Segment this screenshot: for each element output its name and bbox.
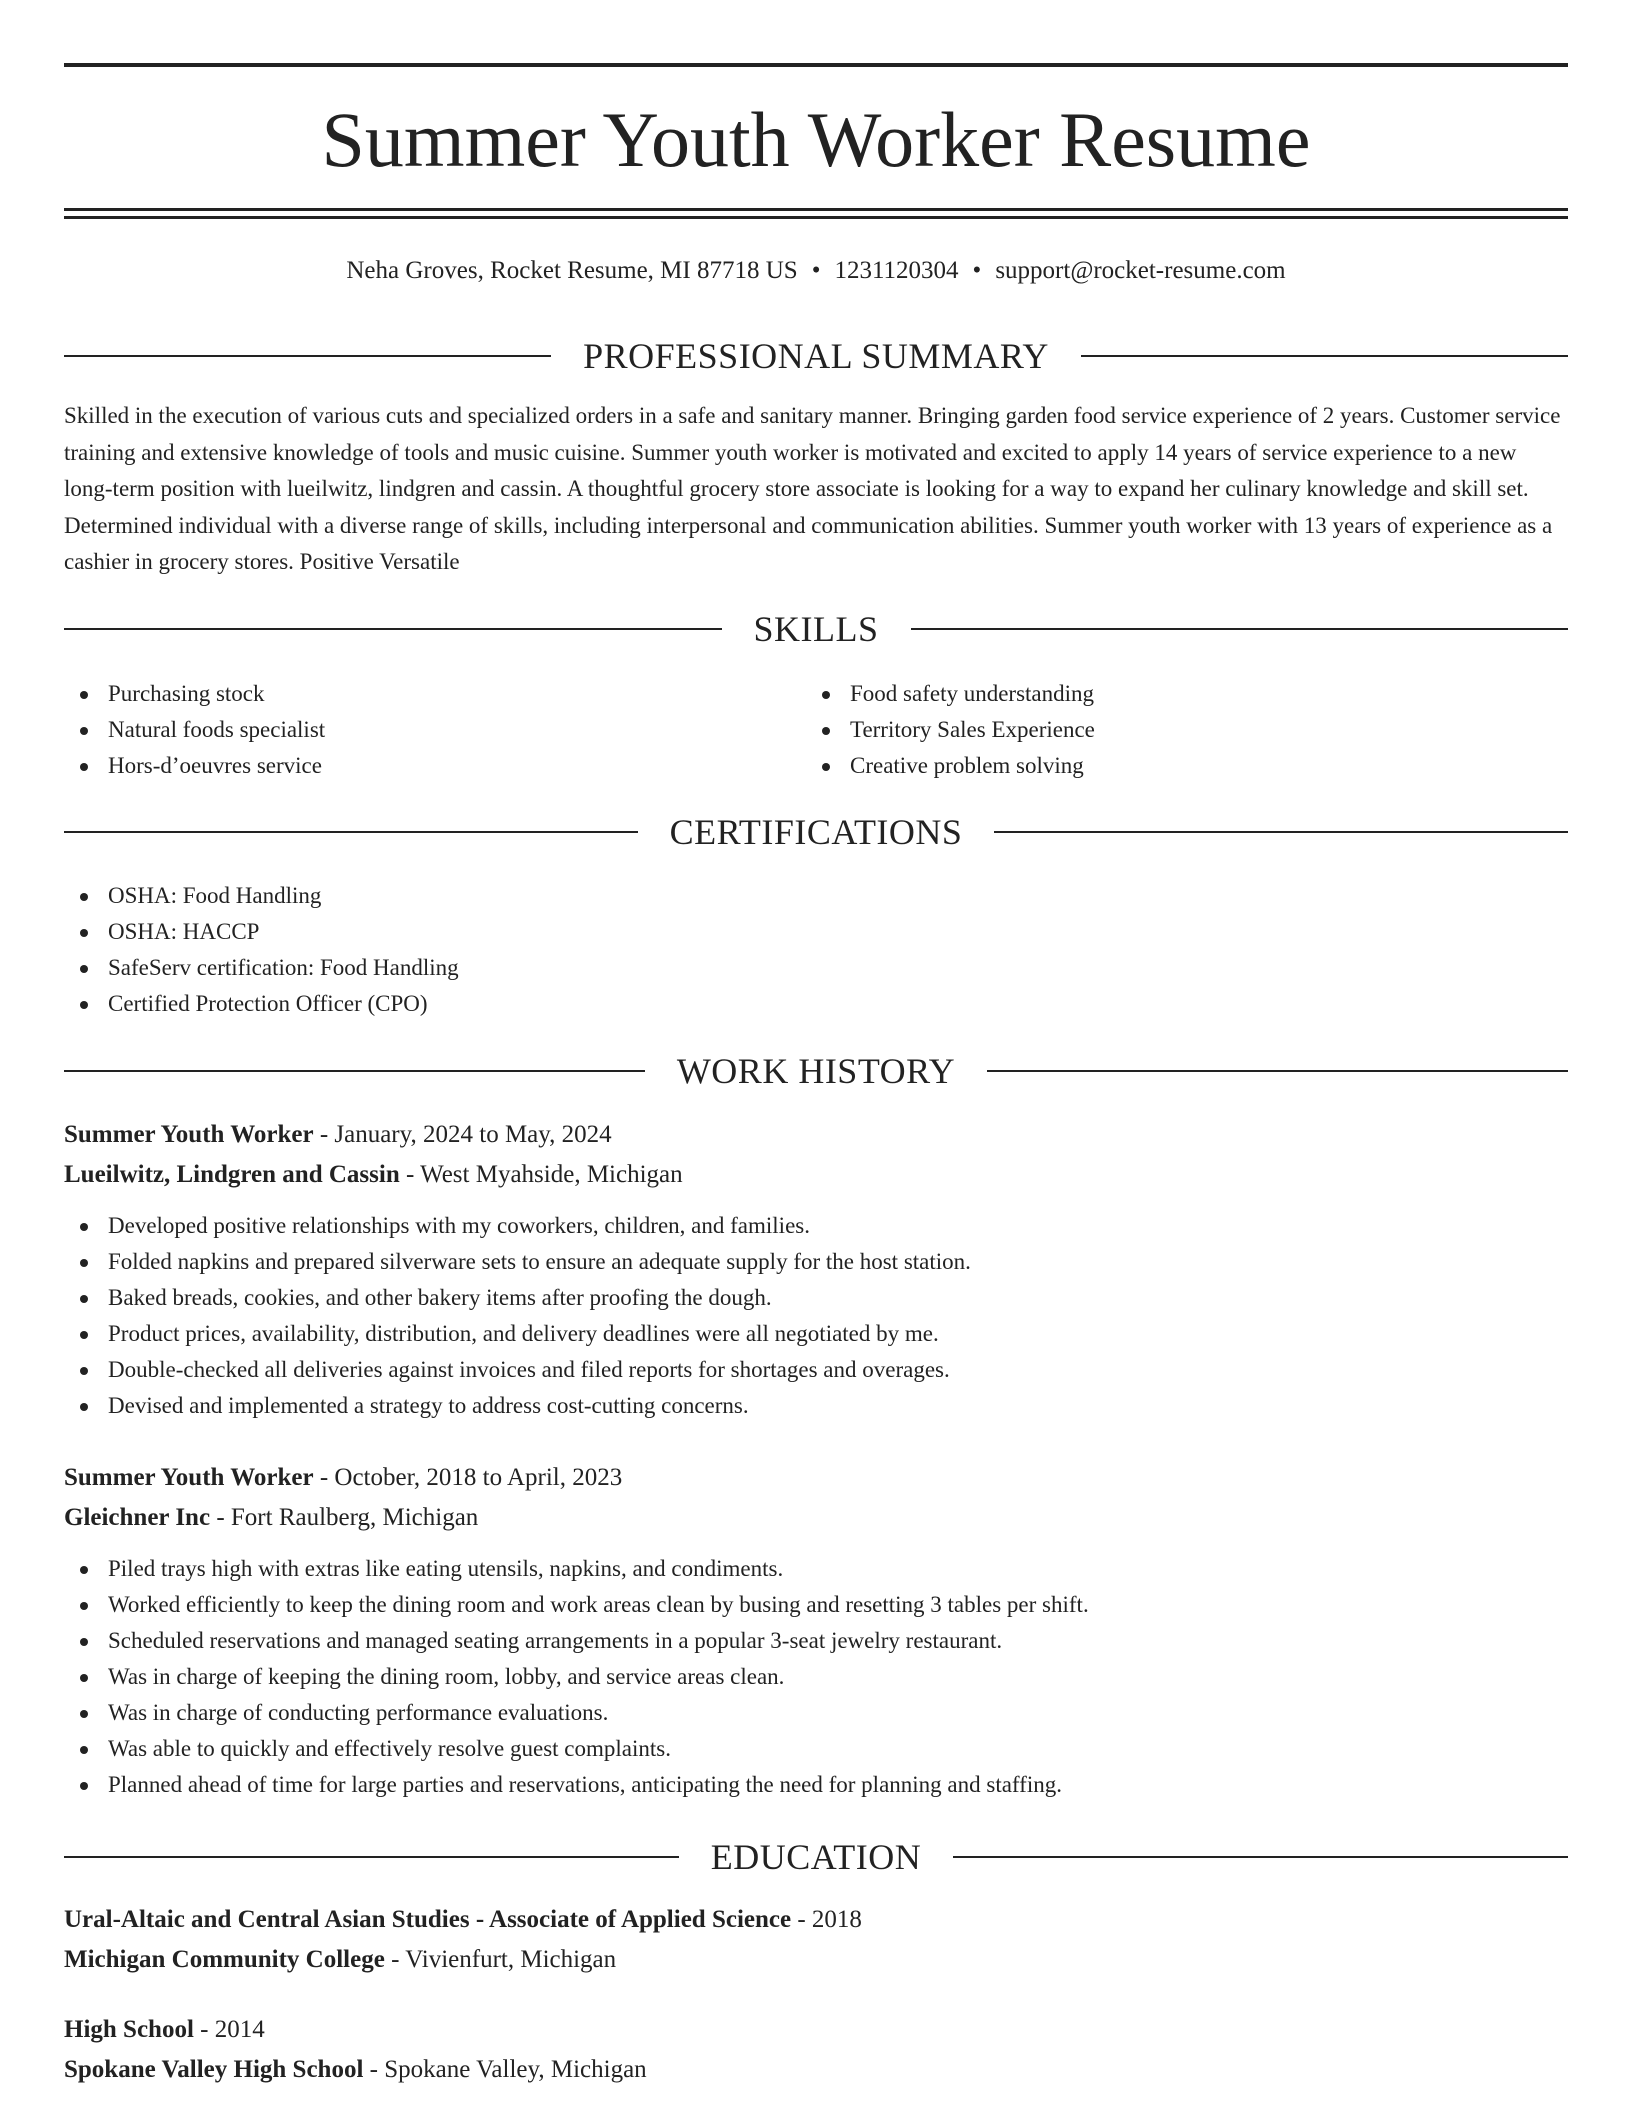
education-degree-line: [64, 2010, 1568, 2050]
section-title: EDUCATION: [710, 1837, 922, 1877]
job-bullet: Planned ahead of time for large parties and reservations, anticipating the need for planning and staffing.: [64, 1767, 1568, 1803]
job-bullet: Devised and implemented a strategy to address cost-cutting concerns.: [64, 1388, 1568, 1424]
section-header-education: [64, 1835, 1568, 1879]
job-title-line: [64, 1115, 1568, 1155]
contact-address: Neha Groves, Rocket Resume, MI 87718 US: [346, 257, 798, 284]
skill-item: Purchasing stock: [64, 676, 764, 712]
education-year: - 2014: [193, 2016, 265, 2043]
job-bullet: Folded napkins and prepared silverware sets to ensure an adequate supply for the host station.: [64, 1244, 1568, 1280]
education-school: Michigan Community College: [64, 1946, 385, 1973]
skill-item: Food safety understanding: [806, 676, 1506, 712]
contact-email: support@rocket-resume.com: [995, 257, 1286, 284]
job-company: Gleichner Inc: [64, 1504, 211, 1531]
skills-list-left: [64, 676, 764, 784]
job-dates: - January, 2024 to May, 2024: [313, 1121, 612, 1148]
section-header-skills: [64, 607, 1568, 651]
contact-line: [64, 253, 1568, 289]
contact-phone: 1231120304: [834, 257, 959, 284]
resume-title: Summer Youth Worker Resume: [321, 96, 1311, 183]
contact-separator: •: [811, 257, 821, 284]
job-bullet: Developed positive relationships with my coworkers, children, and families.: [64, 1208, 1568, 1244]
job-bullet: Was in charge of conducting performance evaluations.: [64, 1695, 1568, 1731]
job-company-line: [64, 1155, 1568, 1195]
education-entry: [64, 2010, 1568, 2090]
job-dates: - October, 2018 to April, 2023: [313, 1464, 623, 1491]
section-rule: [953, 1856, 1568, 1858]
job-company: Lueilwitz, Lindgren and Cassin: [64, 1161, 400, 1188]
section-rule: [994, 831, 1568, 833]
section-rule: [1081, 355, 1568, 357]
section-rule: [64, 355, 551, 357]
job-bullet: Double-checked all deliveries against invoices and filed reports for shortages and overages.: [64, 1352, 1568, 1388]
education-school-line: [64, 1940, 1568, 1980]
job-bullets: [64, 1208, 1568, 1424]
job-bullet: Product prices, availability, distribution, and delivery deadlines were all negotiated by me.: [64, 1316, 1568, 1352]
section-rule: [64, 1856, 679, 1858]
education-school-line: [64, 2050, 1568, 2090]
education-year: - 2018: [791, 1906, 862, 1933]
professional-summary: Skilled in the execution of various cuts and specialized orders in a safe and sanitary manner. Bringing garden food service experience of 2 years. Customer service training and extensive knowledge of tools and music cuisine. Summer youth worker is motivated and excited to apply 14 years of service experience to a new long-term position with lueilwitz, lindgren and cassin. A thoughtful grocery store associate is looking for a way to expand her culinary knowledge and skill set. Determined individual with a diverse range of skills, including interpersonal and communication abilities. Summer youth worker with 13 years of experience as a cashier in grocery stores. Positive Versatile: [64, 403, 1561, 574]
section-header-certifications: [64, 810, 1568, 854]
education-degree: Ural-Altaic and Central Asian Studies - Associate of Applied Science: [64, 1906, 792, 1933]
job-bullet: Worked efficiently to keep the dining room and work areas clean by busing and resetting 3 tables per shift.: [64, 1587, 1568, 1623]
job-location: - Fort Raulberg, Michigan: [210, 1504, 479, 1531]
section-rule: [64, 831, 638, 833]
job-bullet: Scheduled reservations and managed seating arrangements in a popular 3-seat jewelry restaurant.: [64, 1623, 1568, 1659]
job-bullet: Piled trays high with extras like eating utensils, napkins, and condiments.: [64, 1551, 1568, 1587]
title-rule-lower: [64, 216, 1568, 219]
section-header-work-history: [64, 1049, 1568, 1093]
certification-item: OSHA: HACCP: [64, 914, 1568, 950]
job-entry: [64, 1115, 1568, 1195]
section-title: WORK HISTORY: [676, 1051, 956, 1091]
section-header-summary: [64, 334, 1568, 378]
skill-item: Territory Sales Experience: [806, 712, 1506, 748]
job-bullet: Was able to quickly and effectively resolve guest complaints.: [64, 1731, 1568, 1767]
certification-item: SafeServ certification: Food Handling: [64, 950, 1568, 986]
certification-item: OSHA: Food Handling: [64, 878, 1568, 914]
job-title: Summer Youth Worker: [64, 1464, 314, 1491]
section-title: SKILLS: [753, 609, 879, 649]
skill-item: Creative problem solving: [806, 748, 1506, 784]
education-entry: [64, 1900, 1568, 1980]
title-rule-upper: [64, 208, 1568, 211]
job-bullet: Baked breads, cookies, and other bakery items after proofing the dough.: [64, 1280, 1568, 1316]
job-title-line: [64, 1458, 1568, 1498]
job-title: Summer Youth Worker: [64, 1121, 314, 1148]
top-rule: [64, 63, 1568, 67]
section-rule: [987, 1070, 1568, 1072]
section-title: CERTIFICATIONS: [669, 812, 963, 852]
section-title: PROFESSIONAL SUMMARY: [583, 336, 1049, 376]
section-rule: [64, 628, 722, 630]
contact-separator: •: [972, 257, 982, 284]
skills-list-right: [806, 676, 1506, 784]
education-location: - Vivienfurt, Michigan: [384, 1946, 617, 1973]
section-rule: [64, 1070, 645, 1072]
section-rule: [911, 628, 1569, 630]
job-location: - West Myahside, Michigan: [399, 1161, 683, 1188]
certifications-list: [64, 878, 1568, 1022]
job-bullet: Was in charge of keeping the dining room, lobby, and service areas clean.: [64, 1659, 1568, 1695]
job-entry: [64, 1458, 1568, 1538]
skill-item: Natural foods specialist: [64, 712, 764, 748]
education-school: Spokane Valley High School: [64, 2056, 364, 2083]
education-degree-line: [64, 1900, 1568, 1940]
job-company-line: [64, 1498, 1568, 1538]
education-degree: High School: [64, 2016, 194, 2043]
job-bullets: [64, 1551, 1568, 1803]
skill-item: Hors-d’oeuvres service: [64, 748, 764, 784]
certification-item: Certified Protection Officer (CPO): [64, 986, 1568, 1022]
education-location: - Spokane Valley, Michigan: [363, 2056, 647, 2083]
